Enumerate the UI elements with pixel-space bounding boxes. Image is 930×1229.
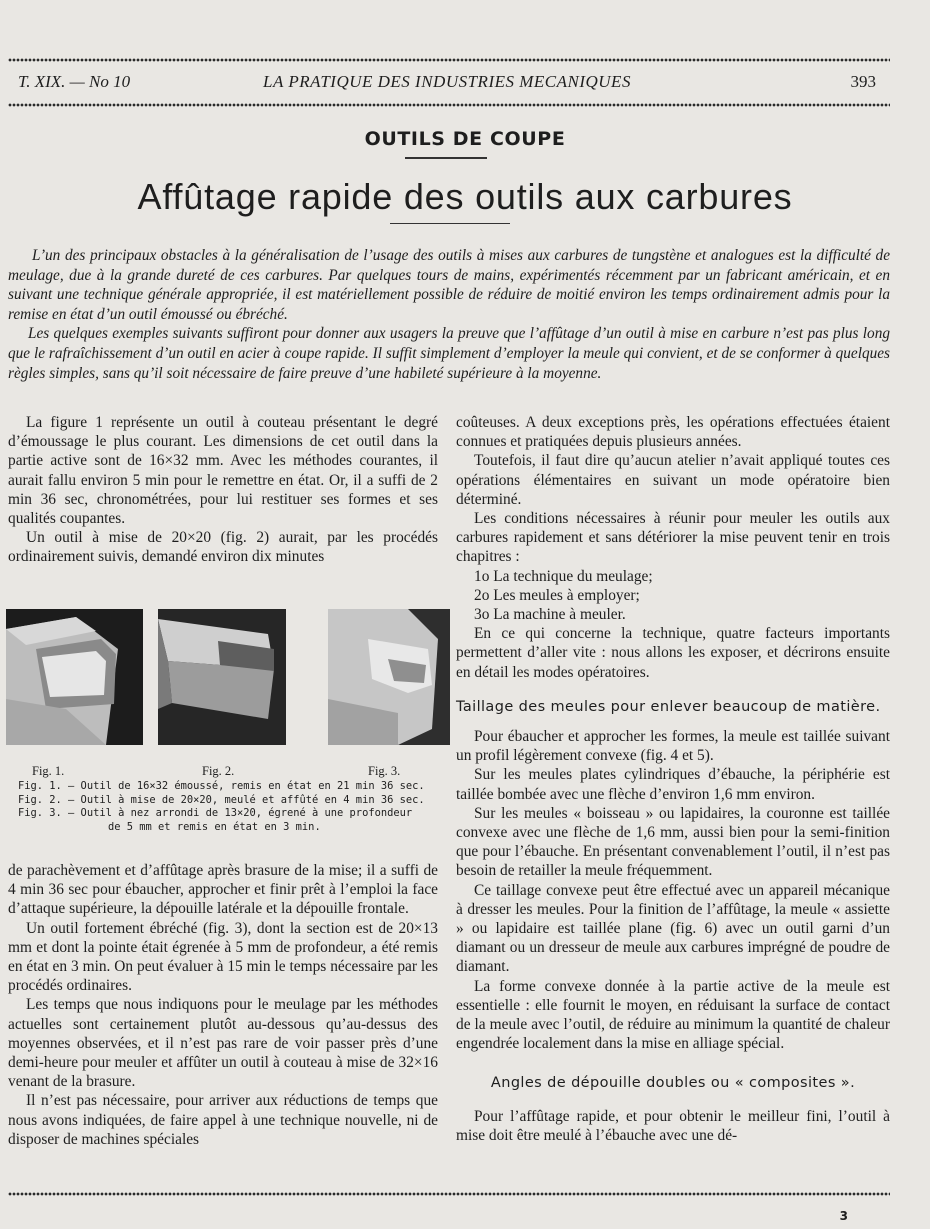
body-paragraph: coûteuses. A deux exceptions près, les opérations effectuées étaient connues et pratiquées depuis plusieurs années. bbox=[456, 414, 890, 451]
article-title: Affûtage rapide des outils aux carbures bbox=[137, 176, 793, 217]
chapter-list bbox=[456, 567, 890, 625]
body-paragraph: Pour l’affûtage rapide, et pour obtenir le meilleur fini, l’outil à mise doit être meulé à l’ébauche avec une dé- bbox=[456, 1107, 890, 1144]
body-paragraph: Pour ébaucher et approcher les formes, la meule est taillée suivant un profil légèrement convexe (fig. 4 et 5). bbox=[456, 728, 890, 765]
body-paragraph: Un outil fortement ébréché (fig. 3), dont la section est de 20×13 mm et dont la pointe était égrenée à 5 mm de profondeur, a été remis en état en 3 min. On peut évaluer à 15 min le temps nécessaire par les procédés ordinaires. bbox=[8, 919, 438, 995]
list-item: 2o Les meules à employer; bbox=[474, 586, 640, 604]
figure-2-label: Fig. 2. bbox=[202, 764, 235, 778]
volume-label: T. XIX. — No 10 bbox=[18, 72, 131, 91]
body-paragraph: Ce taillage convexe peut être effectué avec un appareil mécanique à dresser les meules. Pour la finition de l’affûtage, la meule « assiette » ou lapidaire est taillée plane (fig. 6) avec un outil garni d’un diamant ou un dresseur de meule aux carbures imprégné de poudre de diamant. bbox=[456, 881, 890, 976]
body-paragraph: Sur les meules « boisseau » ou lapidaires, la couronne est taillée convexe avec une flèche de 1,6 mm, aussi bien pour la semi-finition que pour l’ébauche. En présentant convenablement l’outil, il n’est pas besoin de retailler la meule fréquemment. bbox=[456, 804, 890, 880]
body-paragraph: La figure 1 représente un outil à couteau présentant le degré d’émoussage le plus courant. Les dimensions de cet outil dans la partie active sont de 16×32 mm. Avec les méthodes courantes, il aurait fallu environ 5 min pour le remettre en état. Or, il a suffi de 2 min 36 sec, chronométrées, pour lui restituer ses formes et ses qualités coupantes. bbox=[8, 414, 438, 528]
figure-1-label: Fig. 1. bbox=[32, 764, 65, 778]
body-paragraph: Les temps que nous indiquons pour le meulage par les méthodes actuelles sont certainement plutôt au-dessous qu’au-dessus des moyennes observées, et il n’est pas rare de voir passer près d’une demi-heure pour meuler et affûter un outil à couteau à mise de 32×16 venant de la brasure. bbox=[8, 996, 438, 1091]
figure-1-photo bbox=[6, 609, 143, 745]
list-item: 3o La machine à meuler. bbox=[474, 606, 626, 624]
body-paragraph: Toutefois, il faut dire qu’aucun atelier n’avait appliqué toutes ces opérations élémentaires en suivant un mode opératoire bien déterminé. bbox=[456, 452, 890, 508]
header-dotted-rule bbox=[8, 103, 890, 107]
body-paragraph: de parachèvement et d’affûtage après brasure de la mise; il a suffi de 4 min 36 sec pour ébaucher, approcher et finir prêt à l’emploi la face d’attaque supérieure, la dépouille latérale et la dépouille frontale. bbox=[8, 862, 438, 918]
subheading: Taillage des meules pour enlever beaucoup de matière. bbox=[456, 698, 881, 715]
intro-paragraph: Les quelques exemples suivants suffiront pour donner aux usagers la preuve que l’affûtage d’un outil à mise en carbure n’est pas plus long que le rafraîchissement d’un outil en acier à coupe rapide. Il suffit simplement d’employer la meule qui convient, et de se conformer à quelques règles simples, sans qu’il soit nécessaire de faire preuve d’une habileté supérieure à la moyenne. bbox=[8, 325, 890, 382]
running-header bbox=[18, 72, 876, 94]
bottom-dotted-rule bbox=[8, 1192, 890, 1196]
body-paragraph: Il n’est pas nécessaire, pour arriver aux réductions de temps que nous avons indiquées, de faire appel à une technique nouvelle, ni de disposer de machines spéciales bbox=[8, 1092, 438, 1148]
list-item: 1o La technique du meulage; bbox=[474, 567, 653, 585]
figure-caption bbox=[18, 780, 438, 834]
caption-line: de 5 mm et remis en état en 3 min. bbox=[108, 820, 321, 833]
intro-paragraph: L’un des principaux obstacles à la généralisation de l’usage des outils à mises aux carbures de tungstène et analogues est la difficulté de meulage, due à la grande dureté de ces carbures. Par quelques tours de mains, expérimentés récemment par un fabricant américain, et en suivant une technique générale appropriée, il est matériellement possible de réduire de moitié environ les temps ordinairement admis pour la remise en état d’un outil émoussé ou ébréché. bbox=[8, 247, 890, 323]
footer-number: 3 bbox=[839, 1209, 848, 1223]
left-column-bottom bbox=[8, 861, 438, 1149]
article-intro bbox=[8, 246, 890, 383]
caption-line: Fig. 3. — Outil à nez arrondi de 13×20, égrené à une profondeur bbox=[18, 807, 413, 820]
caption-line: Fig. 1. — Outil de 16×32 émoussé, remis en état en 21 min 36 sec. bbox=[18, 780, 425, 792]
body-paragraph: Sur les meules plates cylindriques d’ébauche, la périphérie est taillée bombée avec une flèche d’environ 1,6 mm environ. bbox=[456, 766, 890, 803]
caption-line: Fig. 2. — Outil à mise de 20×20, meulé et affûté en 4 min 36 sec. bbox=[18, 793, 425, 806]
figure-3-label: Fig. 3. bbox=[368, 764, 401, 778]
journal-name: LA PRATIQUE DES INDUSTRIES MECANIQUES bbox=[263, 72, 631, 91]
page-number: 393 bbox=[850, 72, 876, 91]
body-paragraph: Un outil à mise de 20×20 (fig. 2) aurait, par les procédés ordinairement suivis, demandé environ dix minutes bbox=[8, 529, 438, 566]
subheading: Angles de dépouille doubles ou « composites ». bbox=[490, 1074, 856, 1091]
title-rule bbox=[390, 223, 510, 224]
body-paragraph: La forme convexe donnée à la partie active de la meule est essentielle : elle fournit le moyen, en réduisant la surface de contact de la meule avec l’outil, de réduire au minimum la quantité de chaleur engendrée localement dans la mise en alliage spécial. bbox=[456, 977, 890, 1053]
section-rule bbox=[405, 157, 487, 159]
right-column bbox=[456, 413, 890, 1145]
body-paragraph: En ce qui concerne la technique, quatre facteurs importants permettent d’aller vite : nous allons les exposer, et décrirons ensuite en détail les modes opératoires. bbox=[456, 625, 890, 681]
figure-2-photo bbox=[158, 609, 286, 745]
body-paragraph: Les conditions nécessaires à réunir pour meuler les outils aux carbures rapidement et sans détériorer la mise peuvent tenir en trois chapitres : bbox=[456, 510, 890, 566]
top-dotted-rule bbox=[8, 58, 890, 62]
left-column-top bbox=[8, 413, 438, 567]
figure-3-photo bbox=[328, 609, 450, 745]
section-title: OUTILS DE COUPE bbox=[364, 128, 566, 150]
